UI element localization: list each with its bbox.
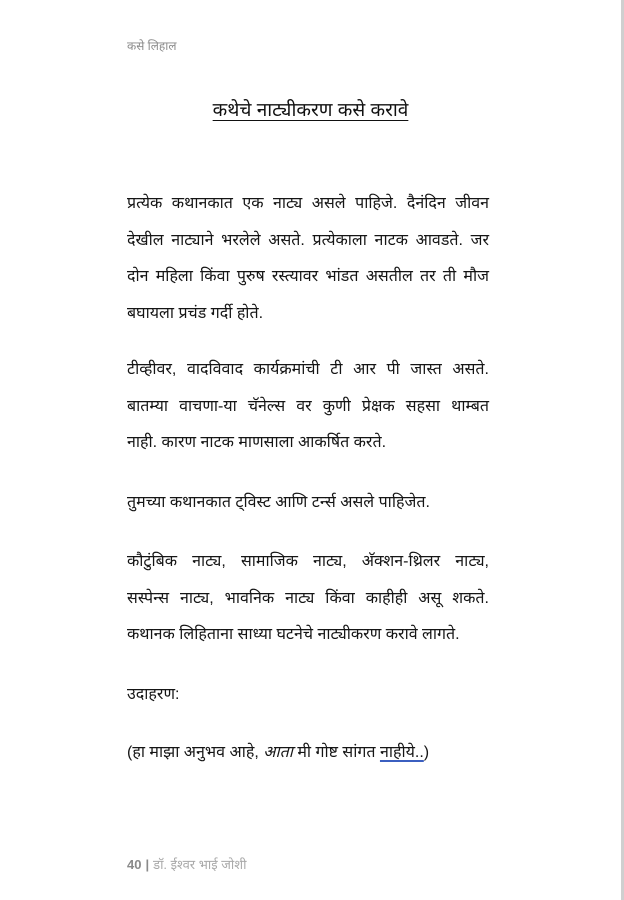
text-line: प्रत्येक कथानकात एक नाट्य असले पाहिजे. दैनंदिन जीवन <box>127 195 489 212</box>
example-open-text: (हा माझा अनुभव आहे, <box>127 744 264 761</box>
text-line: सस्पेन्स नाट्य, भावनिक नाट्य किंवा काहीही असू शकते. <box>127 589 489 607</box>
example-paragraph <box>127 735 489 772</box>
text-line: दोन महिला किंवा पुरुष रस्त्यावर भांडत असतील तर ती मौज <box>127 268 489 285</box>
example-heading <box>127 677 489 714</box>
italic-emphasis: आता <box>263 744 293 761</box>
page-number: 40 <box>127 857 142 872</box>
text-line: बातम्या वाचणा-या चॅनेल्स वर कुणी प्रेक्षक सहसा थाम्बत <box>127 397 489 415</box>
author-name: डॉ. ईश्वर भाई जोशी <box>153 857 247 872</box>
chapter-title <box>0 96 621 122</box>
text-line: बघायला प्रचंड गर्दी होते. <box>127 304 264 322</box>
running-header: कसे लिहाल <box>127 39 177 53</box>
paragraph-3 <box>127 485 489 522</box>
text-line: तुमच्या कथानकात ट्विस्ट आणि टर्न्स असले पाहिजेत. <box>127 494 430 511</box>
footer-separator: | <box>145 857 150 872</box>
text-line: कौटुंबिक नाट्य, सामाजिक नाट्य, अ‍ॅक्शन-थ्रिलर नाट्य, <box>127 553 489 570</box>
text-line: उदाहरण: <box>127 686 180 703</box>
text-line: नाही. कारण नाटक माणसाला आकर्षित करते. <box>127 434 387 451</box>
page-footer <box>127 855 246 873</box>
text-line: कथानक लिहिताना साध्या घटनेचे नाट्यीकरण करावे लागते. <box>127 626 460 643</box>
example-close-text: ) <box>423 744 430 761</box>
paragraph-2 <box>127 352 489 462</box>
paragraph-4 <box>127 544 489 654</box>
text-line: देखील नाट्याने भरलेले असते. प्रत्येकाला नाटक आवडते. जर <box>127 231 489 249</box>
spellcheck-underlined-word: नाहीये.. <box>379 744 424 761</box>
paragraph-1 <box>127 186 489 332</box>
chapter-title-text: कथेचे नाट्यीकरण कसे करावे <box>212 100 409 121</box>
example-middle-text: मी गोष्ट सांगत <box>292 744 380 761</box>
text-line: टीव्हीवर, वादविवाद कार्यक्रमांची टी आर पी जास्त असते. <box>127 361 489 378</box>
text-line <box>127 735 489 772</box>
